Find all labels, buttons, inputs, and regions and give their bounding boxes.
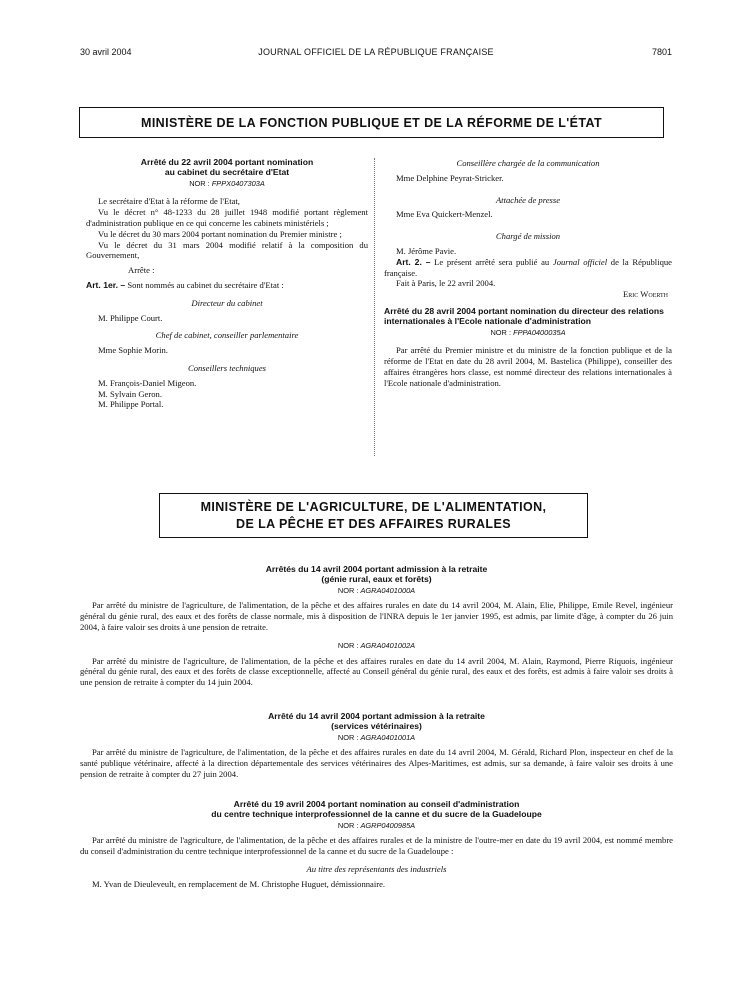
nor-reference: NOR : AGRA0401002A <box>337 640 416 650</box>
paragraph: Par arrêté du ministre de l'agriculture, de l'alimentation, de la pêche et des affaires rurales en date du 14 avril 2004, M. Alain, Elie, Philippe, Emile Revel, ingénieur général du génie rural, des eaux et des forêts de classe normale, mis à disposition de l'INRA depuis le 1er janvier 1995, est admis, par limite d'âge, à compter du 26 juin 2004, à faire valoir ses droits à une pension de retraite. <box>80 600 673 632</box>
appointee-name: M. Philippe Court. <box>98 312 163 323</box>
role-title: Conseillers techniques <box>187 362 267 373</box>
decree-title-line: Arrêtés du 14 avril 2004 portant admission à la retraite <box>265 564 488 574</box>
decree-cabinet-right-column <box>384 158 672 389</box>
role-title: Attachée de presse <box>495 194 561 205</box>
paragraph: Vu le décret du 30 mars 2004 portant nomination du Premier ministre ; <box>98 228 342 239</box>
section-title: Au titre des représentants des industriels <box>306 863 447 874</box>
decree-title-line: (génie rural, eaux et forêts) <box>321 573 432 584</box>
decree-conseil-guadeloupe <box>80 800 673 890</box>
column-divider <box>374 158 375 456</box>
paragraph: Vu le décret n° 48-1233 du 28 juillet 1948 modifié portant règlement d'administration publique en ce qui concerne les cabinets ministériels ; <box>86 207 368 228</box>
member-line: M. Yvan de Dieuleveult, en remplacement de M. Christophe Huguet, démissionnaire. <box>92 878 386 889</box>
ministry-title: MINISTÈRE DE LA FONCTION PUBLIQUE ET DE LA RÉFORME DE L'ÉTAT <box>141 115 602 130</box>
signature: Eric Woerth <box>623 289 668 300</box>
paragraph: Par arrêté du ministre de l'agriculture, de l'alimentation, de la pêche et des affaires rurales en date du 14 avril 2004, M. Alain, Raymond, Pierre Riquois, ingénieur général du génie rural, des eaux et des forêts de classe exceptionnelle, affecté au Conseil général du génie rural, des eaux et des forêts, est admis à faire valoir ses droits à une pension de retraite à compter du 14 juin 2004. <box>80 655 673 688</box>
role-title: Chef de cabinet, conseiller parlementaire <box>155 330 299 341</box>
decree-title-line: du centre technique interprofessionnel de la canne et du sucre de la Guadeloupe <box>211 808 542 819</box>
role-title: Directeur du cabinet <box>191 297 263 308</box>
role-title: Chargé de mission <box>495 231 561 242</box>
header-date: 30 avril 2004 <box>80 47 132 57</box>
decree-title-line: Arrêté du 19 avril 2004 portant nomination au conseil d'administration <box>233 799 520 809</box>
appointee-name: M. François-Daniel Migeon. <box>98 377 197 388</box>
appointee-name: Mme Eva Quickert-Menzel. <box>396 209 493 220</box>
decree-title: Arrêté du 28 avril 2004 portant nomination du directeur des relations internationales à l'Ecole nationale d'administration <box>384 305 664 326</box>
paragraph: Le secrétaire d'Etat à la réforme de l'Etat, <box>98 196 240 207</box>
decree-title-line: (services vétérinaires) <box>331 720 422 731</box>
ministry-banner-agriculture <box>159 493 588 538</box>
decree-title-line: au cabinet du secrétaire d'Etat <box>164 166 290 177</box>
paragraph: Vu le décret du 31 mars 2004 modifié relatif à la composition du Gouvernement, <box>86 239 368 261</box>
nor-reference: NOR : FPPA0400035A <box>490 327 566 337</box>
decree-retraite-veterinaires <box>80 712 673 780</box>
appointee-name: M. Jérôme Pavie. <box>396 245 457 256</box>
ministry-banner-fonction-publique <box>79 107 664 138</box>
signing-place-date: Fait à Paris, le 22 avril 2004. <box>396 278 496 289</box>
decree-retraite-genie-rural <box>80 565 673 688</box>
nor-reference: NOR : FPPX0407303A <box>189 178 265 188</box>
decree-title-line: Arrêté du 22 avril 2004 portant nomination <box>140 157 314 167</box>
header-page-number: 7801 <box>651 47 672 57</box>
appointee-name: Mme Delphine Peyrat-Stricker. <box>396 172 504 183</box>
arrete-label: Arrête : <box>128 265 155 276</box>
appointee-name: M. Philippe Portal. <box>98 399 164 410</box>
nor-reference: NOR : AGRA0401001A <box>337 732 416 742</box>
article-2: Art. 2. – Le présent arrêté sera publié au Journal officiel de la République française. <box>384 256 672 278</box>
appointee-name: Mme Sophie Morin. <box>98 345 168 356</box>
header-journal-title: JOURNAL OFFICIEL DE LA RÉPUBLIQUE FRANÇAISE <box>258 47 494 57</box>
nor-reference: NOR : AGRA0401000A <box>337 585 416 595</box>
article-1: Art. 1er. – Sont nommés au cabinet du secrétaire d'Etat : <box>86 279 284 290</box>
decree-title-line: Arrêté du 14 avril 2004 portant admission à la retraite <box>268 711 485 721</box>
ministry-title-line: MINISTÈRE DE L'AGRICULTURE, DE L'ALIMENTATION, <box>200 499 547 514</box>
decree-cabinet-left-column <box>86 158 368 410</box>
appointee-name: M. Sylvain Geron. <box>98 388 162 399</box>
paragraph: Par arrêté du Premier ministre et du ministre de la fonction publique et de la réforme de l'Etat en date du 28 avril 2004, M. Bastelica (Philippe), conseiller des affaires étrangères hors classe, est nommé directeur des relations internationales à l'Ecole nationale d'administration. <box>384 345 672 388</box>
paragraph: Par arrêté du ministre de l'agriculture, de l'alimentation, de la pêche et des affaires rurales en date du 14 avril 2004, M. Gérald, Richard Plon, inspecteur en chef de la santé publique vétérinaire, affecté à la direction départementale des services vétérinaires des Alpes-Maritimes, est admis, sur sa demande, à faire valoir ses droits à une pension de retraite à compter du 27 juin 2004. <box>80 747 673 779</box>
page-header <box>80 47 672 61</box>
nor-reference: NOR : AGRP0400985A <box>337 820 416 830</box>
paragraph: Par arrêté du ministre de l'agriculture, de l'alimentation, de la pêche et des affaires rurales et de la ministre de l'outre-mer en date du 19 avril 2004, est nommé membre du conseil d'administration du centre technique interprofessionnel de la canne et du sucre de la Guadeloupe : <box>80 835 673 857</box>
role-title: Conseillère chargée de la communication <box>456 158 600 168</box>
ministry-title-line: DE LA PÊCHE ET DES AFFAIRES RURALES <box>236 516 511 531</box>
